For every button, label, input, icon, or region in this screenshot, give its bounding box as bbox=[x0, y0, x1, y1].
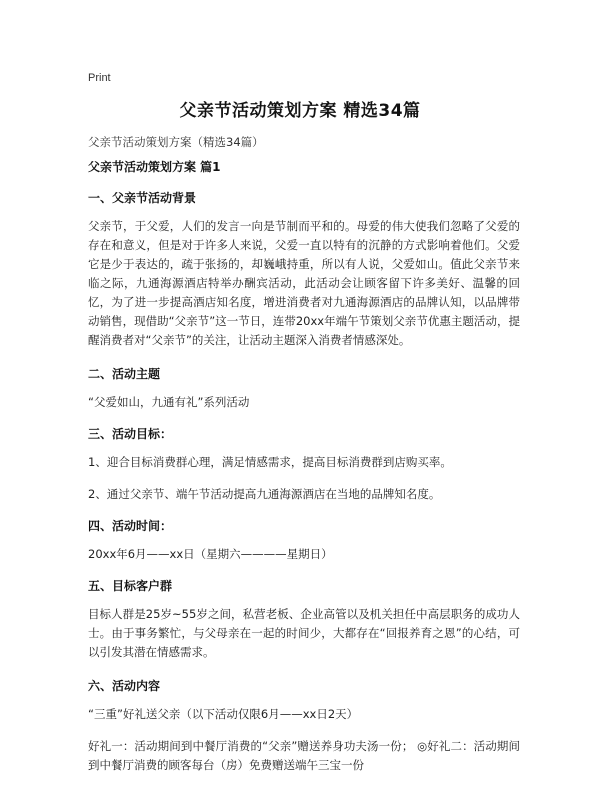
section-heading: 三、活动目标： bbox=[88, 427, 173, 441]
section-paragraph: 20xx年6月——xx日（星期六————星期日） bbox=[88, 547, 333, 561]
part-title: 父亲节活动策划方案 篇1 bbox=[88, 160, 221, 174]
section-heading: 四、活动时间： bbox=[88, 519, 173, 533]
print-link[interactable]: Print bbox=[88, 72, 111, 84]
section-paragraph: 1、迎合目标消费群心理，满足情感需求，提高目标消费群到店购买率。 bbox=[88, 455, 452, 469]
section-paragraph: “父爱如山，九通有礼”系列活动 bbox=[88, 395, 250, 409]
document-body bbox=[88, 158, 520, 790]
section-heading: 一、父亲节活动背景 bbox=[88, 191, 197, 205]
section-paragraph: 目标人群是25岁~55岁之间，私营老板、企业高管以及机关担任中高层职务的成功人士。由于事务繁忙，与父母亲在一起的时间少，大都存在“回报养育之恩”的心结，可以引发其潜在情感需求。 bbox=[88, 607, 520, 659]
document-subtitle: 父亲节活动策划方案（精选34篇） bbox=[88, 135, 264, 149]
section-paragraph: 父亲节，于父爱，人们的发言一向是节制而平和的。母爱的伟大使我们忽略了父爱的存在和意义，但是对于许多人来说，父爱一直以特有的沉静的方式影响着他们。父爱它是少于表达的，疏于张扬的，却巍峨持重，所以有人说，父爱如山。值此父亲节来临之际，九通海源酒店特举办酬宾活动，此活动会让顾客留下许多美好、温馨的回忆，为了进一步提高酒店知名度，增进消费者对九通海源酒店的品牌认知，以品牌带动销售，现借助“父亲节”这一节日，连带20xx年端午节策划父亲节优惠主题活动，提醒消费者对“父亲节”的关注，让活动主题深入消费者情感深处。 bbox=[88, 219, 520, 347]
page-title: 父亲节活动策划方案 精选34篇 bbox=[179, 101, 421, 121]
section-heading: 六、活动内容 bbox=[88, 679, 161, 693]
section-heading: 二、活动主题 bbox=[88, 367, 161, 381]
section-paragraph: 好礼一：活动期间到中餐厅消费的“父亲”赠送养身功夫汤一份； ◎好礼二：活动期间到中餐厅消费的顾客每台（房）免费赠送端午三宝一份 bbox=[88, 739, 520, 772]
section-heading: 五、目标客户群 bbox=[88, 579, 173, 593]
section-paragraph: “三重”好礼送父亲（以下活动仅限6月——xx日2天） bbox=[88, 707, 359, 721]
section-paragraph: 2、通过父亲节、端午节活动提高九通海源酒店在当地的品牌知名度。 bbox=[88, 487, 441, 501]
